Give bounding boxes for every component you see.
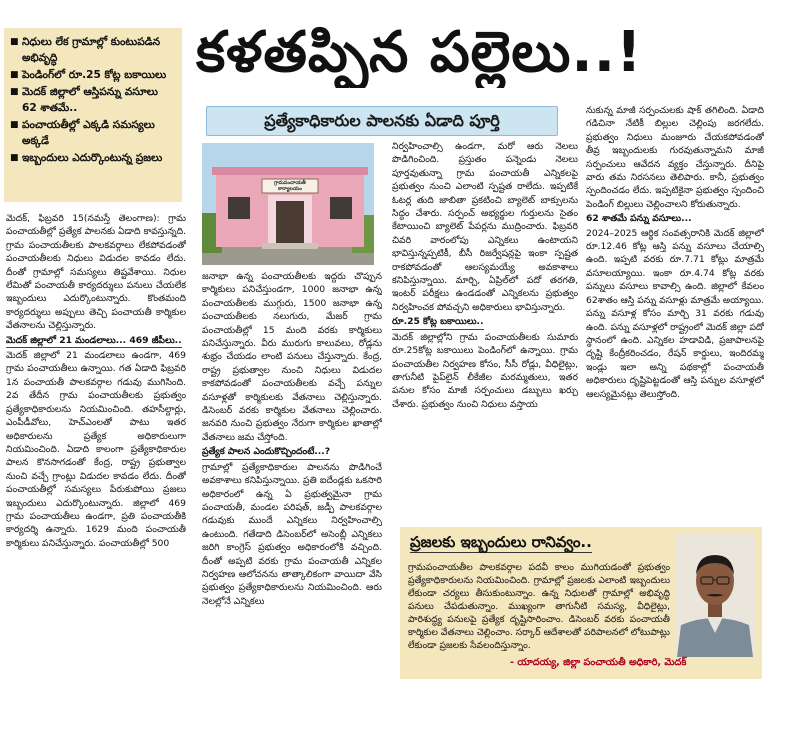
article-column-4 [586,104,764,520]
paragraph: గ్రామాల్లో ప్రత్యేకాధికారుల పాలనను పొడిగించే అవకాశాలు కనిపిస్తున్నాయి. ప్రతి ఐదేండ్లకు ఒకసారి అధికారంలో ఉన్న ఏ ప్రభుత్వమైనా గ్రామ పంచాయతీ, మండల పరిషత్, జడ్పీ పాలకవర్గాల గడువుకు ముందే ఎన్నికలు నిర్వహించాల్సి ఉంటుంది. గతేడాది డిసెంబర్‌లో అసెంబ్లీ ఎన్నికలు జరిగి కాంగ్రెస్ ప్రభుత్వం అధికారంలోకి వచ్చింది. దీంతో అప్పటి వరకు గ్రామ పంచాయతీ ఎన్నికల నిర్వహణ ఆలోచనను తాత్కాలికంగా వాయిదా వేసి ప్రభుత్వం ప్రత్యేకాధికారులను నియమించింది. ఆరు నెలల్లోనే ఎన్నికలు [202,461,382,607]
portrait-illustration [675,533,755,657]
paragraph: మెదక్, ఫిబ్రవరి 15(నమస్తే తెలంగాణ): గ్రామ పంచాయతీల్లో ప్రత్యేక పాలనకు ఏడాది కావస్తున్నది. గ్రామ పంచాయతీలకు పాలకవర్గాలు లేకపోవడంతో పంచాయతీలకు నిధులు విడుదల కావడం లేదు. దీంతో గ్రామాల్లో సమస్యలు తిష్టవేశాయి. నిధుల లేమితో పంచాయతీ కార్యదర్శులు పనులు చేయలేక ఇబ్బందులు ఎదుర్కొంటున్నారు. కొంతమంది కార్యదర్శులు అప్పులు తెచ్చి పంచాయతీ కార్మికుల వేతనాలను చెల్లిస్తున్నారు. [6,213,186,332]
subheading: రూ.25 కోట్ల బకాయిలు.. [392,315,484,329]
article-column-1 [6,212,186,740]
quote-body: గ్రామపంచాయతీల పాలకవర్గాల పదవీ కాలం ముగియడంతో ప్రభుత్వం ప్రత్యేకాధికారులను నియమించింది. గ్రామాల్లో ప్రజలకు ఎలాంటి ఇబ్బందులు లేకుండా చర్యలు తీసుకుంటున్నాం. ఉన్న నిధులతో గ్రామాల్లో అభివృద్ధి పనులు చేపడుతున్నాం. ముఖ్యంగా తాగునీటి సమస్య, వీధిలైట్లు, పారిశుద్ధ్య పనులపై ప్రత్యేక దృష్టిసారించాం. డిసెంబర్ వరకు పంచాయతీ కార్మికుల వేతనాలు చెల్లించాం. సర్కార్ ఆదేశాలతో పరిపాలనలో లోటుపాట్లు లేకుండా ప్రజలకు సేవలందిస్తున్నాం. [408,562,670,651]
office-sign-text: గ్రామపంచాయతీ కార్యాలయం [274,180,306,192]
paragraph: మెదక్ జిల్లాలో 21 మండలాలు ఉండగా, 469 గ్రామ పంచాయతీలు ఉన్నాయి. గత ఏడాది ఫిబ్రవరి 1న పంచాయతీ పాలకవర్గాల గడువు ముగిసింది. 2వ తేదీన గ్రామ పంచాయతీలకు ప్రభుత్వం ప్రత్యేకాధికారులను నియమించింది. తహసీల్దార్లు, ఎంపీడీవోలు, హెచ్‌ఎంలతో పాటు ఇతర అధికారులను ప్రత్యేక అధికారులుగా నియమించింది. ఏడాది కాలంగా ప్రత్యేకాధికారుల పాలన కొనసాగడంతో కేంద్ర, రాష్ట్ర ప్రభుత్వాల నుంచి వచ్చే గ్రాంట్లు విడుదల కావడం లేదు. దీంతో పంచాయతీల్లో సమస్యలు పేరుకుపోయి ప్రజలు ఇబ్బందులు ఎదుర్కొంటున్నారు. జిల్లాలో 469 గ్రామ పంచాయతీలు ఉండగా, ప్రతి పంచాయతీకి కార్యదర్శి ఉన్నారు. 1629 మంది పంచాయతీ కార్మికులు పనిచేస్తున్నారు. పంచాయతీల్లో 500 [6,350,186,549]
bullet-icon: ■ [10,153,19,163]
subheadline: ప్రత్యేకాధికారుల పాలనకు ఏడాది పూర్తి [206,106,558,136]
bullet-icon: ■ [10,70,19,80]
panchayat-office-photo [202,143,374,265]
paragraph: 2024–2025 ఆర్థిక సంవత్సరానికి మెదక్ జిల్లాలో రూ.12.46 కోట్ల ఆస్తి పన్ను వసూలు చేయాల్సి ఉంది. ఇప్పటి వరకు రూ.7.71 కోట్లు మాత్రమే వసూలయ్యాయి. ఇంకా రూ.4.74 కోట్ల వరకు పన్నులు వసూలు కావాల్సి ఉంది. జిల్లాలో కేవలం 62శాతం ఆస్తి పన్ను వసూళ్లు మాత్రమే అయ్యాయి. పన్ను వసూళ్ల కోసం మార్చి 31 వరకు గడువు ఉంది. పన్ను వసూళ్లలో రాష్ట్రంలో మెదక్ జిల్లా పదో స్థానంలో ఉంది. ఎన్నికల హడావిడి, ప్రజాపాలనపై దృష్టి కేంద్రీకరించడం, రేషన్ కార్డులు, ఇందిరమ్మ ఇండ్లు ఇలా అన్ని పథకాల్లో పంచాయతీ అధికారులు దృష్టిపెట్టడంతో ఆస్తి పన్నుల వసూళ్లలో ఆలస్యమైనట్లు తెలుస్తోంది. [586,227,764,400]
highlight-item: ■ ఇబ్బందులు ఎదుర్కొంటున్న ప్రజలు [10,152,163,164]
paragraph: మెదక్ జిల్లాల్లోని గ్రామ పంచాయతీలకు సుమారు రూ.25కోట్ల బకాయిలు పెండింగ్‌లో ఉన్నాయి. గ్రామ పంచాయతీల నిర్వహణ కోసం, సీసీ రోడ్లు, వీధిలైట్లు, తాగునీటి పైప్‌లైన్ లీకేజీల మరమ్మతులు, ఇతర పనుల కోసం మాజీ సర్పంచులు డబ్బులు ఖర్చు చేశారు. ప్రభుత్వం నుంచి నిధులు వస్తాయ [392,331,578,410]
bullet-icon: ■ [10,87,19,97]
highlight-item: ■ మెదక్ జిల్లాలో ఆస్తిపన్ను వసూలు 62 శాతమే.. [10,86,158,114]
highlight-item: ■ నిధులు లేక గ్రామాల్లో కుంటుపడిన అభివృద్ధి [10,36,161,64]
paragraph: నుకున్న మాజీ సర్పంచులకు షాక్ తగిలింది. ఏడాది గడిచినా నేటికీ బిల్లుల చెల్లింపు జరగలేదు. ప్రభుత్వం నిధులు మంజూరు చేయకపోవడంతో తీవ్ర ఇబ్బందులకు గురవుతున్నామని మాజీ సర్పంచులు ఆవేదన వ్యక్తం చేస్తున్నారు. దీనిపై వారు తమ నిరసనలు తెలిపారు. కానీ, ప్రభుత్వం స్పందించడం లేదు. ఇప్పటికైనా ప్రభుత్వం స్పందించి పెండింగ్ బిల్లులు చెల్లించాలని కోరుతున్నారు. [586,105,764,210]
official-quote-box [400,527,762,679]
highlight-item: ■ పెండింగ్‌లో రూ.25 కోట్ల బకాయిలు [10,69,167,81]
subheading: 62 శాతమే పన్ను వసూలు... [586,213,692,225]
highlights-box [4,28,182,202]
article-column-3 [392,140,578,520]
article-column-2 [202,270,382,740]
quote-heading: ప్రజలకు ఇబ్బందులు రానివ్వం.. [410,533,592,551]
subheading: మెదక్ జిల్లాలో 21 మండలాలు... 469 జీపీలు.. [6,334,182,348]
subheading: ప్రత్యేక పాలన ఎందుకొచ్చిందంటే...? [202,445,330,459]
paragraph: నిర్వహించాల్సి ఉండగా, మరో ఆరు నెలలు పొడిగించింది. ప్రస్తుతం పన్నెండు నెలలు పూర్తవుతున్నా గ్రామ పంచాయతీ ఎన్నికలపై ప్రభుత్వం నుంచి ఎలాంటి స్పష్టత రాలేదు. ఇప్పటికే ఓటర్ల తుది జాబితా ప్రకటించి బ్యాలెట్ బాక్సులను సిద్ధం చేశారు. సర్పంచ్ అభ్యర్థుల గుర్తులను సైతం కేటాయించి బ్యాలెట్ పేపర్లను ముద్రించారు. ఫిబ్రవరి చివరి వారంలోపు ఎన్నికలు ఉంటాయని భావిస్తున్నప్పటికీ, బీసీ రిజర్వేషన్లపై ఇంకా స్పష్టత రాకపోవడంతో ఆలస్యమయ్యే అవకాశాలు కనిపిస్తున్నాయి. మార్చి, ఏప్రిల్‌లో పదో తరగతి, ఇంటర్ పరీక్షలు ఉండడంతో ఎన్నికలను ప్రభుత్వం నిర్వహించక పోవచ్చని అధికారులు భావిస్తున్నారు. [392,141,578,313]
building-illustration [202,143,374,265]
bullet-icon: ■ [10,120,19,130]
quote-attribution: - యాదయ్య, జిల్లా పంచాయతీ అధికారి, మెదక్ [510,657,687,668]
highlight-item: ■ పంచాయతీల్లో ఎక్కడి సమస్యలు అక్కడే [10,119,155,147]
bullet-icon: ■ [10,37,19,47]
official-portrait [675,533,755,657]
headline: కళతప్పిన పల్లెలు..! [196,20,643,85]
paragraph: జనాభా ఉన్న పంచాయతీలకు ఇద్దరు చొప్పున కార్మికులు పనిచేస్తుండగా, 1000 జనాభా ఉన్న పంచాయతీలకు ముగ్గురు, 1500 జనాభా ఉన్న పంచాయతీలకు నలుగురు, మేజర్ గ్రామ పంచాయతీల్లో 15 మంది వరకు కార్మికులు పనిచేస్తున్నారు. వీరు మురుగు కాలువలు, రోడ్లను శుభ్రం చేయడం లాంటి పనులు చేస్తున్నారు. కేంద్ర, రాష్ట్ర ప్రభుత్వాల నుంచి నిధులు విడుదల కాకపోవడంతో పంచాయతీలకు వచ్చే పన్నుల వసూళ్లతో కార్మికులకు వేతనాలు చెల్లిస్తున్నారు. డిసెంబర్ వరకు కార్మికుల వేతనాలు చెల్లించారు. జనవరి నుంచి ప్రభుత్వం నేరుగా కార్మికుల ఖాతాల్లో వేతనాలు జమ చేస్తోంది. [202,271,382,443]
